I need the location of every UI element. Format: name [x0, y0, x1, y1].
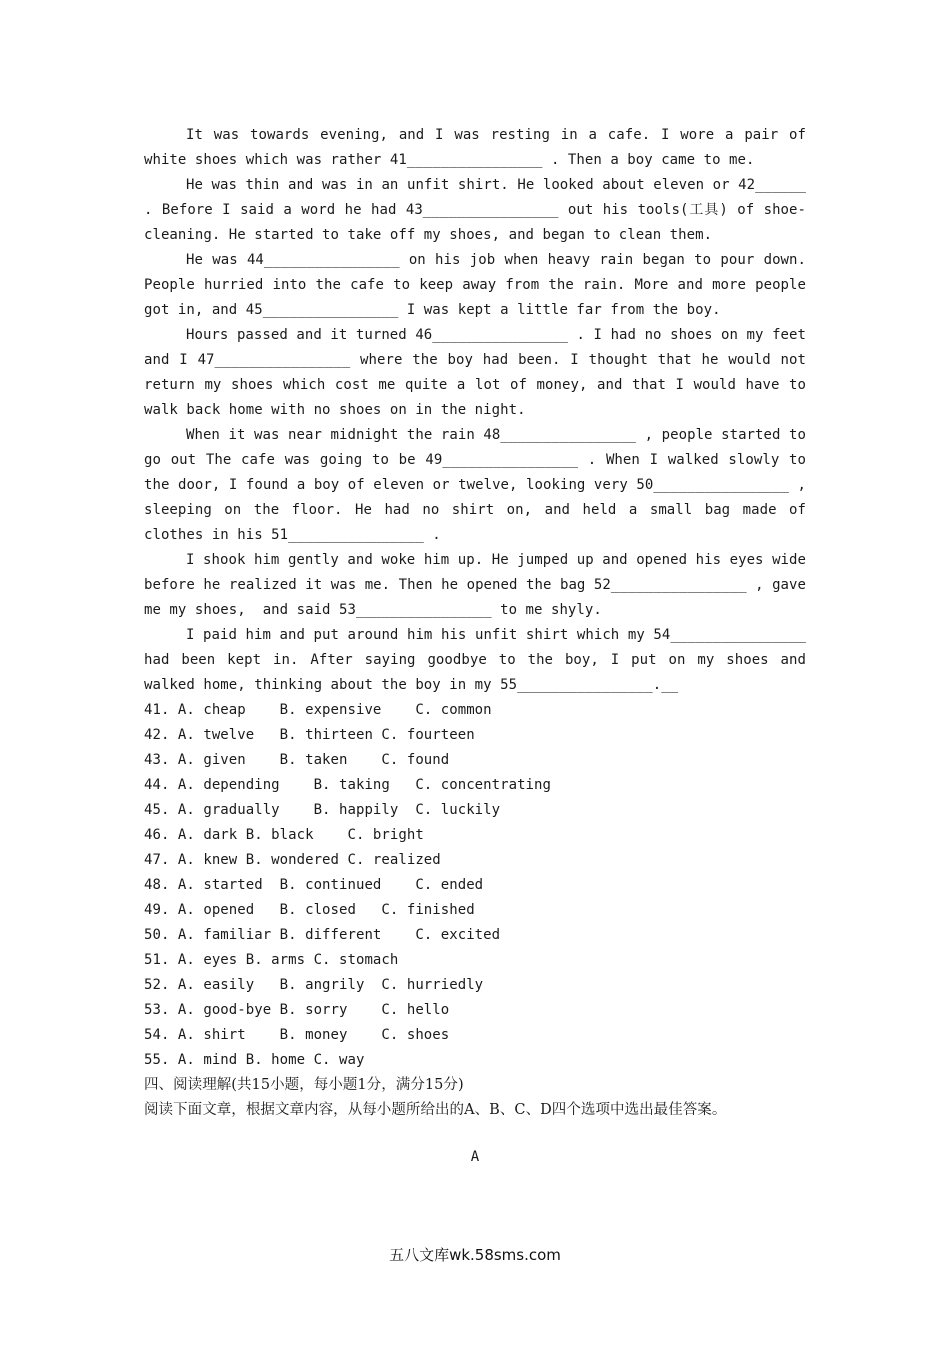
passage-paragraph-6: I shook him gently and woke him up. He jumped up and opened his eyes wide before he realized it was me. Then he opened the bag 52________________ , gave me my shoes, and said 53________________ to me shyly.: [144, 552, 815, 618]
passage-paragraph-7: I paid him and put around him his unfit shirt which my 54________________ had been kept in. After saying goodbye to the boy, I put on my shoes and walked home, thinking about the boy in my 55________________.__: [144, 627, 815, 693]
footer-watermark: 五八文库wk.58sms.com: [389, 1246, 561, 1264]
option-50: 50. A. familiar B. different C. excited: [144, 927, 501, 943]
option-48: 48. A. started B. continued C. ended: [144, 877, 484, 893]
option-52: 52. A. easily B. angrily C. hurriedly: [144, 977, 484, 993]
option-49: 49. A. opened B. closed C. finished: [144, 902, 475, 918]
option-55: 55. A. mind B. home C. way: [144, 1052, 365, 1068]
option-45: 45. A. gradually B. happily C. luckily: [144, 802, 501, 818]
passage-label: A: [470, 1149, 480, 1165]
option-53: 53. A. good-bye B. sorry C. hello: [144, 1002, 450, 1018]
document-body: [144, 123, 815, 1123]
option-46: 46. A. dark B. black C. bright: [144, 827, 424, 843]
passage-paragraph-3: He was 44________________ on his job when heavy rain began to pour down. People hurried into the cafe to keep away from the rain. More and more people got in, and 45________________ I was kept a little far from the boy.: [144, 252, 815, 318]
option-44: 44. A. depending B. taking C. concentrating: [144, 777, 551, 793]
option-54: 54. A. shirt B. money C. shoes: [144, 1027, 450, 1043]
option-42: 42. A. twelve B. thirteen C. fourteen: [144, 727, 475, 743]
option-51: 51. A. eyes B. arms C. stomach: [144, 952, 399, 968]
section-instruction: 阅读下面文章，根据文章内容，从每小题所给出的A、B、C、D四个选项中选出最佳答案。: [144, 1102, 727, 1118]
passage-paragraph-5: When it was near midnight the rain 48________________ , people started to go out The cafe was going to be 49________________ . When I walked slowly to the door, I found a boy of eleven or twelve, looking very 50________________ , sleeping on the floor. He had no shirt on, and held a small bag made of clothes in his 51________________ .: [144, 427, 815, 543]
option-41: 41. A. cheap B. expensive C. common: [144, 702, 492, 718]
section-title: 四、阅读理解(共15小题，每小题1分，满分15分): [144, 1077, 464, 1093]
passage-paragraph-2: He was thin and was in an unfit shirt. He looked about eleven or 42______ . Before I said a word he had 43________________ out his tools(工具) of shoe-cleaning. He started to take off my shoes, and began to clean them.: [144, 177, 815, 243]
passage-paragraph-1: It was towards evening, and I was resting in a cafe. I wore a pair of white shoes which was rather 41________________ . Then a boy came to me.: [144, 127, 815, 168]
passage-paragraph-4: Hours passed and it turned 46________________ . I had no shoes on my feet and I 47________________ where the boy had been. I thought that he would not return my shoes which cost me quite a lot of money, and that I would have to walk back home with no shoes on in the night.: [144, 327, 815, 418]
option-47: 47. A. knew B. wondered C. realized: [144, 852, 441, 868]
option-43: 43. A. given B. taken C. found: [144, 752, 450, 768]
